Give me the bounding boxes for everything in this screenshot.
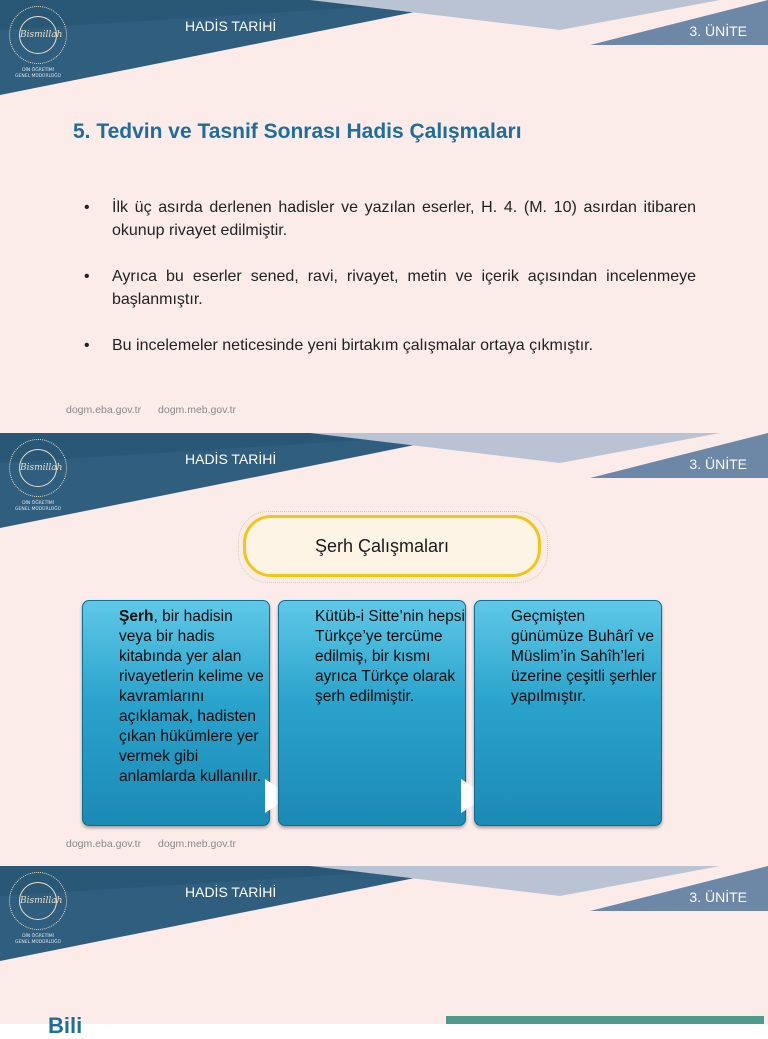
slide-1 [0, 0, 768, 433]
org-name: DİN ÖĞRETİMİ GENEL MÜDÜRLÜĞÜ [15, 68, 61, 79]
footer-link-eba[interactable]: dogm.eba.gov.tr [66, 838, 142, 850]
info-box-2: Kütüb-i Sitte’nin hepsi Türkçe’ye tercüme edilmiş, bir kısmı ayrıca Türkçe olarak şerh edilmiştir. [278, 600, 466, 826]
org-name: DİN ÖĞRETİMİ GENEL MÜDÜRLÜĞÜ [15, 501, 61, 512]
slide-title-partial: Bili [48, 1013, 83, 1038]
section-heading: Şerh Çalışmaları [314, 535, 450, 556]
unit-label: 3. ÜNİTE [689, 23, 747, 39]
course-title: HADİS TARİHİ [185, 451, 277, 467]
footer-link-meb[interactable]: dogm.meb.gov.tr [158, 404, 237, 416]
slide-3 [0, 866, 768, 1038]
ministry-logo: Bismillah [9, 872, 67, 930]
info-box-3: Geçmişten günümüze Buhârî ve Müslim’in Sahîh’leri üzerine çeşitli şerhler yapılmıştır. [474, 600, 662, 826]
course-title: HADİS TARİHİ [185, 884, 277, 900]
section-heading-pill [238, 511, 548, 583]
slide-2 [0, 433, 768, 866]
ministry-logo: Bismillah [9, 439, 67, 497]
info-box-1: Şerh, bir hadisin veya bir hadis kitabında yer alan rivayetlerin kelime ve kavramlarını açıklamak, hadisten çıkan hükümlere yer vermek gibi anlamlarda kullanılır. [82, 600, 270, 826]
list-item: • Bu incelemeler neticesinde yeni birtakım çalışmalar ortaya çıkmıştır. [84, 337, 594, 354]
header-banner [0, 0, 768, 100]
footer-link-meb[interactable]: dogm.meb.gov.tr [158, 838, 237, 850]
list-item: • Ayrıca bu eserler sened, ravi, rivayet, metin ve içerik açısından incelenmeye başlanmıştır. [84, 268, 696, 308]
bullet-list [84, 196, 696, 380]
logo-mark: Bismillah [20, 30, 63, 40]
term-bold: Şerh [119, 608, 154, 625]
org-name: DİN ÖĞRETİMİ GENEL MÜDÜRLÜĞÜ [15, 934, 61, 945]
unit-label: 3. ÜNİTE [689, 456, 747, 472]
slide-title: 5. Tedvin ve Tasnif Sonrası Hadis Çalışmaları [73, 120, 522, 143]
footer-link-eba[interactable]: dogm.eba.gov.tr [66, 404, 142, 416]
unit-label: 3. ÜNİTE [689, 889, 747, 905]
course-title: HADİS TARİHİ [185, 18, 277, 34]
footer-links [66, 838, 250, 850]
footer-links [66, 404, 250, 416]
ministry-logo [9, 6, 67, 64]
partial-image [446, 1016, 764, 1024]
header-banner [0, 866, 768, 966]
list-item: • İlk üç asırda derlenen hadisler ve yazılan eserler, H. 4. (M. 10) asırdan itibaren okunup rivayet edilmiştir. [84, 199, 696, 239]
